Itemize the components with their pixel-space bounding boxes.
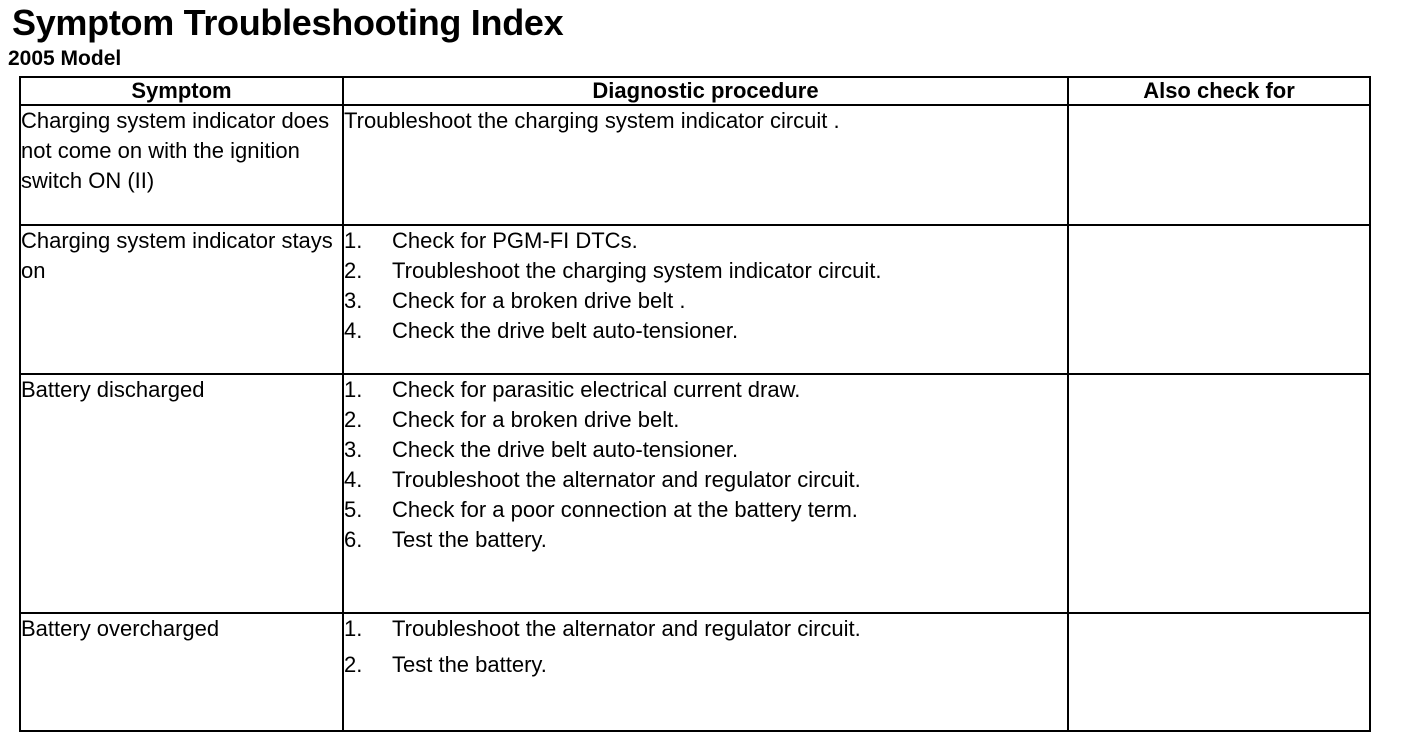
procedure-step <box>344 286 1067 316</box>
procedure-cell <box>343 225 1068 374</box>
step-text: Check for parasitic electrical current draw. <box>392 377 801 402</box>
step-number: 1. <box>344 616 363 641</box>
step-number: 2. <box>344 407 363 432</box>
procedure-text: Troubleshoot the charging system indicator circuit . <box>344 108 840 133</box>
also-check-cell <box>1068 105 1370 225</box>
also-check-cell <box>1068 374 1370 613</box>
step-text: Test the battery. <box>392 652 547 677</box>
symptom-cell: Charging system indicator stays on <box>20 225 343 374</box>
header-diagnostic-procedure: Diagnostic procedure <box>343 77 1068 105</box>
procedure-steps <box>344 614 1067 680</box>
step-text: Troubleshoot the charging system indicator circuit. <box>392 258 882 283</box>
procedure-step <box>344 525 1067 555</box>
procedure-step <box>344 495 1067 525</box>
procedure-step <box>344 614 1067 644</box>
step-number: 3. <box>344 288 363 313</box>
model-year-subtitle: 2005 Model <box>8 47 122 70</box>
procedure-step <box>344 465 1067 495</box>
step-number: 4. <box>344 467 363 492</box>
table-row <box>20 225 1370 374</box>
table-row <box>20 613 1370 731</box>
procedure-step <box>344 375 1067 405</box>
step-text: Troubleshoot the alternator and regulator circuit. <box>392 467 861 492</box>
header-also-check-for: Also check for <box>1068 77 1370 105</box>
step-number: 1. <box>344 377 363 402</box>
procedure-step <box>344 256 1067 286</box>
procedure-cell <box>343 613 1068 731</box>
table-header-row <box>20 77 1370 105</box>
procedure-cell <box>343 105 1068 225</box>
step-text: Check for a broken drive belt. <box>392 407 680 432</box>
step-text: Check the drive belt auto-tensioner. <box>392 437 739 462</box>
step-text: Check for a broken drive belt . <box>392 288 686 313</box>
procedure-step <box>344 650 1067 680</box>
step-number: 2. <box>344 258 363 283</box>
table-row <box>20 374 1370 613</box>
step-number: 6. <box>344 527 363 552</box>
step-text: Troubleshoot the alternator and regulator circuit. <box>392 616 861 641</box>
page-title: Symptom Troubleshooting Index <box>12 2 564 43</box>
step-text: Check the drive belt auto-tensioner. <box>392 318 739 343</box>
also-check-cell <box>1068 225 1370 374</box>
procedure-step <box>344 316 1067 346</box>
procedure-step <box>344 226 1067 256</box>
step-number: 1. <box>344 228 363 253</box>
step-number: 3. <box>344 437 363 462</box>
procedure-cell <box>343 374 1068 613</box>
symptom-cell: Charging system indicator does not come on with the ignition switch ON (II) <box>20 105 343 225</box>
step-number: 2. <box>344 652 363 677</box>
step-number: 5. <box>344 497 363 522</box>
symptom-cell: Battery discharged <box>20 374 343 613</box>
also-check-cell <box>1068 613 1370 731</box>
header-symptom: Symptom <box>20 77 343 105</box>
step-text: Test the battery. <box>392 527 547 552</box>
step-text: Check for a poor connection at the battery term. <box>392 497 858 522</box>
step-number: 4. <box>344 318 363 343</box>
procedure-step <box>344 405 1067 435</box>
table-row <box>20 105 1370 225</box>
symptom-cell: Battery overcharged <box>20 613 343 731</box>
symptom-table <box>19 76 1371 732</box>
step-text: Check for PGM-FI DTCs. <box>392 228 638 253</box>
procedure-steps <box>344 226 1067 346</box>
procedure-step <box>344 435 1067 465</box>
procedure-steps <box>344 375 1067 555</box>
